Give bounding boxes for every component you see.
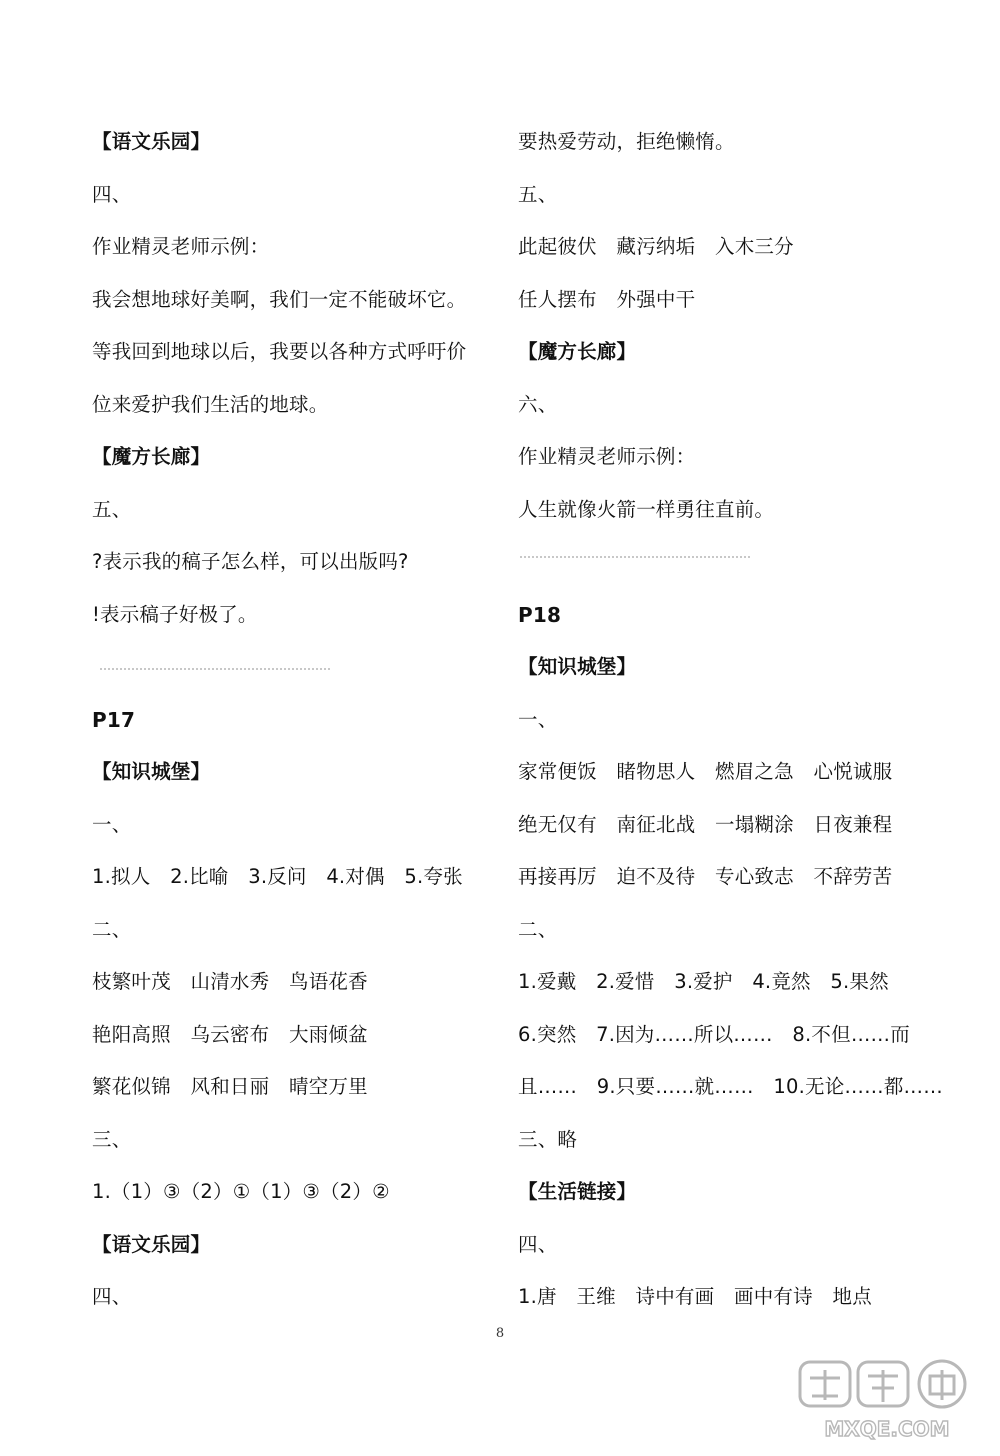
answer-line: 且…… 9.只要……就…… 10.无论……都……	[518, 1075, 943, 1098]
answer-line: 一、	[92, 812, 132, 836]
answer-line: 等我回到地球以后，我要以各种方式呼吁价	[92, 340, 467, 363]
section-heading: 【魔方长廊】	[92, 445, 211, 468]
answer-line: 我会想地球好美啊，我们一定不能破坏它。	[92, 287, 467, 311]
answer-line: 1.拟人 2.比喻 3.反问 4.对偶 5.夸张	[92, 865, 463, 888]
section-heading: 【语文乐园】	[92, 1232, 211, 1256]
answer-line: 此起彼伏 藏污纳垢 入木三分	[518, 235, 794, 258]
answer-line: 二、	[518, 917, 558, 941]
answer-line: 绝无仅有 南征北战 一塌糊涂 日夜兼程	[518, 812, 893, 836]
page-label: P17	[92, 707, 136, 732]
answer-line: 三、	[92, 1127, 132, 1151]
answer-line: 六、	[518, 392, 558, 416]
left-column	[92, 116, 492, 1324]
answer-line: 任人摆布 外强中干	[518, 287, 696, 311]
section-heading: 【语文乐园】	[92, 130, 211, 153]
answer-line: 艳阳高照 乌云密布 大雨倾盆	[92, 1022, 368, 1046]
answer-line: 五、	[518, 182, 558, 206]
answer-line: 四、	[92, 182, 132, 206]
answer-line: 1.爱戴 2.爱惜 3.爱护 4.竟然 5.果然	[518, 970, 889, 993]
answer-line: 四、	[518, 1232, 558, 1256]
answer-line: 作业精灵老师示例：	[518, 445, 696, 468]
answer-line: ?表示我的稿子怎么样，可以出版吗?	[92, 550, 409, 573]
answer-line: 一、	[518, 707, 558, 731]
answer-line: 1.唐 王维 诗中有画 画中有诗 地点	[518, 1285, 872, 1308]
answer-line: 再接再厉 迫不及待 专心致志 不辞劳苦	[518, 865, 893, 888]
answer-line: !表示稿子好极了。	[92, 602, 258, 626]
answer-line: 位来爱护我们生活的地球。	[92, 392, 329, 416]
section-heading: 【知识城堡】	[92, 760, 211, 783]
right-column	[518, 116, 943, 1324]
scan-noise	[520, 556, 750, 560]
answer-line: 人生就像火箭一样勇往直前。	[518, 497, 775, 521]
answer-line: 枝繁叶茂 山清水秀 鸟语花香	[92, 970, 368, 993]
page-number: 8	[495, 1326, 505, 1341]
scan-noise	[100, 668, 330, 672]
answer-line: 五、	[92, 497, 132, 521]
svg-text:MXQE.COM: MXQE.COM	[824, 1417, 950, 1441]
answer-line: 四、	[92, 1285, 132, 1308]
watermark-logo	[792, 1356, 982, 1446]
answer-line: 作业精灵老师示例：	[92, 235, 270, 258]
blank-line	[518, 536, 918, 589]
section-heading: 【魔方长廊】	[518, 340, 637, 363]
answer-line: 繁花似锦 风和日丽 晴空万里	[92, 1075, 368, 1098]
answer-line: 三、略	[518, 1127, 578, 1151]
section-heading: 【知识城堡】	[518, 655, 637, 678]
page-label: P18	[518, 602, 562, 627]
answer-line: 1.（1）③（2）①（1）③（2）②	[92, 1180, 390, 1203]
answer-line: 要热爱劳动，拒绝懒惰。	[518, 130, 735, 153]
answer-line: 6.突然 7.因为……所以…… 8.不但……而	[518, 1022, 910, 1046]
section-heading: 【生活链接】	[518, 1180, 637, 1203]
answer-line: 二、	[92, 917, 132, 941]
answer-line: 家常便饭 睹物思人 燃眉之急 心悦诚服	[518, 760, 893, 783]
